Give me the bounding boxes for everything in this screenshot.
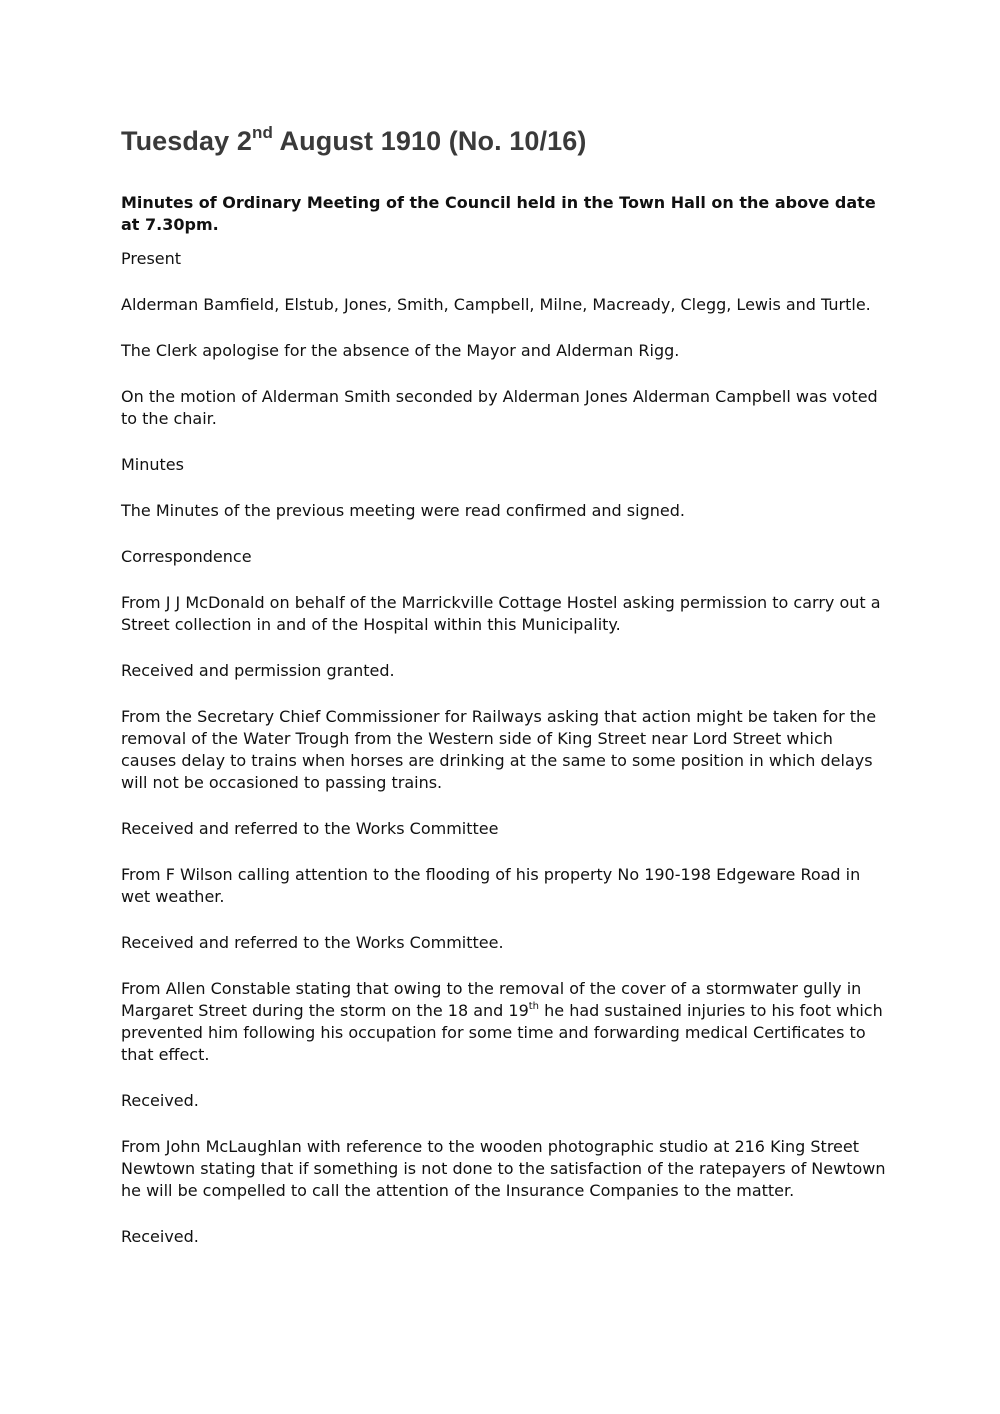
correspondence-item: [121, 978, 891, 1066]
title-suffix: August 1910 (No. 10/16): [272, 126, 587, 156]
correspondence-result: Received.: [121, 1091, 199, 1110]
correspondence-result: Received and referred to the Works Committee: [121, 819, 499, 838]
correspondence-item: From J J McDonald on behalf of the Marrickville Cottage Hostel asking permission to carry out a Street collection in and of the Hospital within this Municipality.: [121, 593, 881, 634]
minutes-paragraph: The Minutes of the previous meeting were read confirmed and signed.: [121, 501, 685, 520]
item-text: he had sustained injuries to his foot which prevented him following his occupation for some time and forwarding medical Certificates to that effect.: [121, 1001, 883, 1064]
title-prefix: Tuesday 2: [121, 126, 252, 156]
correspondence-item: From F Wilson calling attention to the flooding of his property No 190-198 Edgeware Road in wet weather.: [121, 865, 861, 906]
item-text: From Allen Constable stating that owing to the removal of the cover of a stormwater gully in Margaret Street during the storm on the 18 and 19: [121, 979, 862, 1020]
meeting-subtitle: Minutes of Ordinary Meeting of the Council held in the Town Hall on the above date at 7.30pm.: [121, 193, 876, 234]
chair-motion-paragraph: On the motion of Alderman Smith seconded by Alderman Jones Alderman Campbell was voted to the chair.: [121, 387, 878, 428]
correspondence-item: From the Secretary Chief Commissioner for Railways asking that action might be taken for the removal of the Water Trough from the Western side of King Street near Lord Street which causes delay to trains when horses are drinking at the same to some position in which delays will not be occasioned to passing trains.: [121, 707, 877, 792]
correspondence-item: From John McLaughlan with reference to the wooden photographic studio at 216 King Street Newtown stating that if something is not done to the satisfaction of the ratepayers of Newtown he will be compelled to call the attention of the Insurance Companies to the matter.: [121, 1137, 886, 1200]
correspondence-result: Received and permission granted.: [121, 661, 395, 680]
minutes-heading: Minutes: [121, 455, 184, 474]
correspondence-result: Received and referred to the Works Committee.: [121, 933, 504, 952]
document-page: [121, 124, 891, 1248]
correspondence-heading: Correspondence: [121, 547, 252, 566]
correspondence-result: Received.: [121, 1227, 199, 1246]
present-heading: Present: [121, 249, 182, 268]
page-title: [121, 124, 891, 158]
title-superscript: nd: [251, 123, 273, 142]
present-list: Alderman Bamfield, Elstub, Jones, Smith, Campbell, Milne, Macready, Clegg, Lewis and Turtle.: [121, 295, 871, 314]
ordinal-superscript: th: [528, 1000, 540, 1012]
apology-paragraph: The Clerk apologise for the absence of the Mayor and Alderman Rigg.: [121, 341, 680, 360]
